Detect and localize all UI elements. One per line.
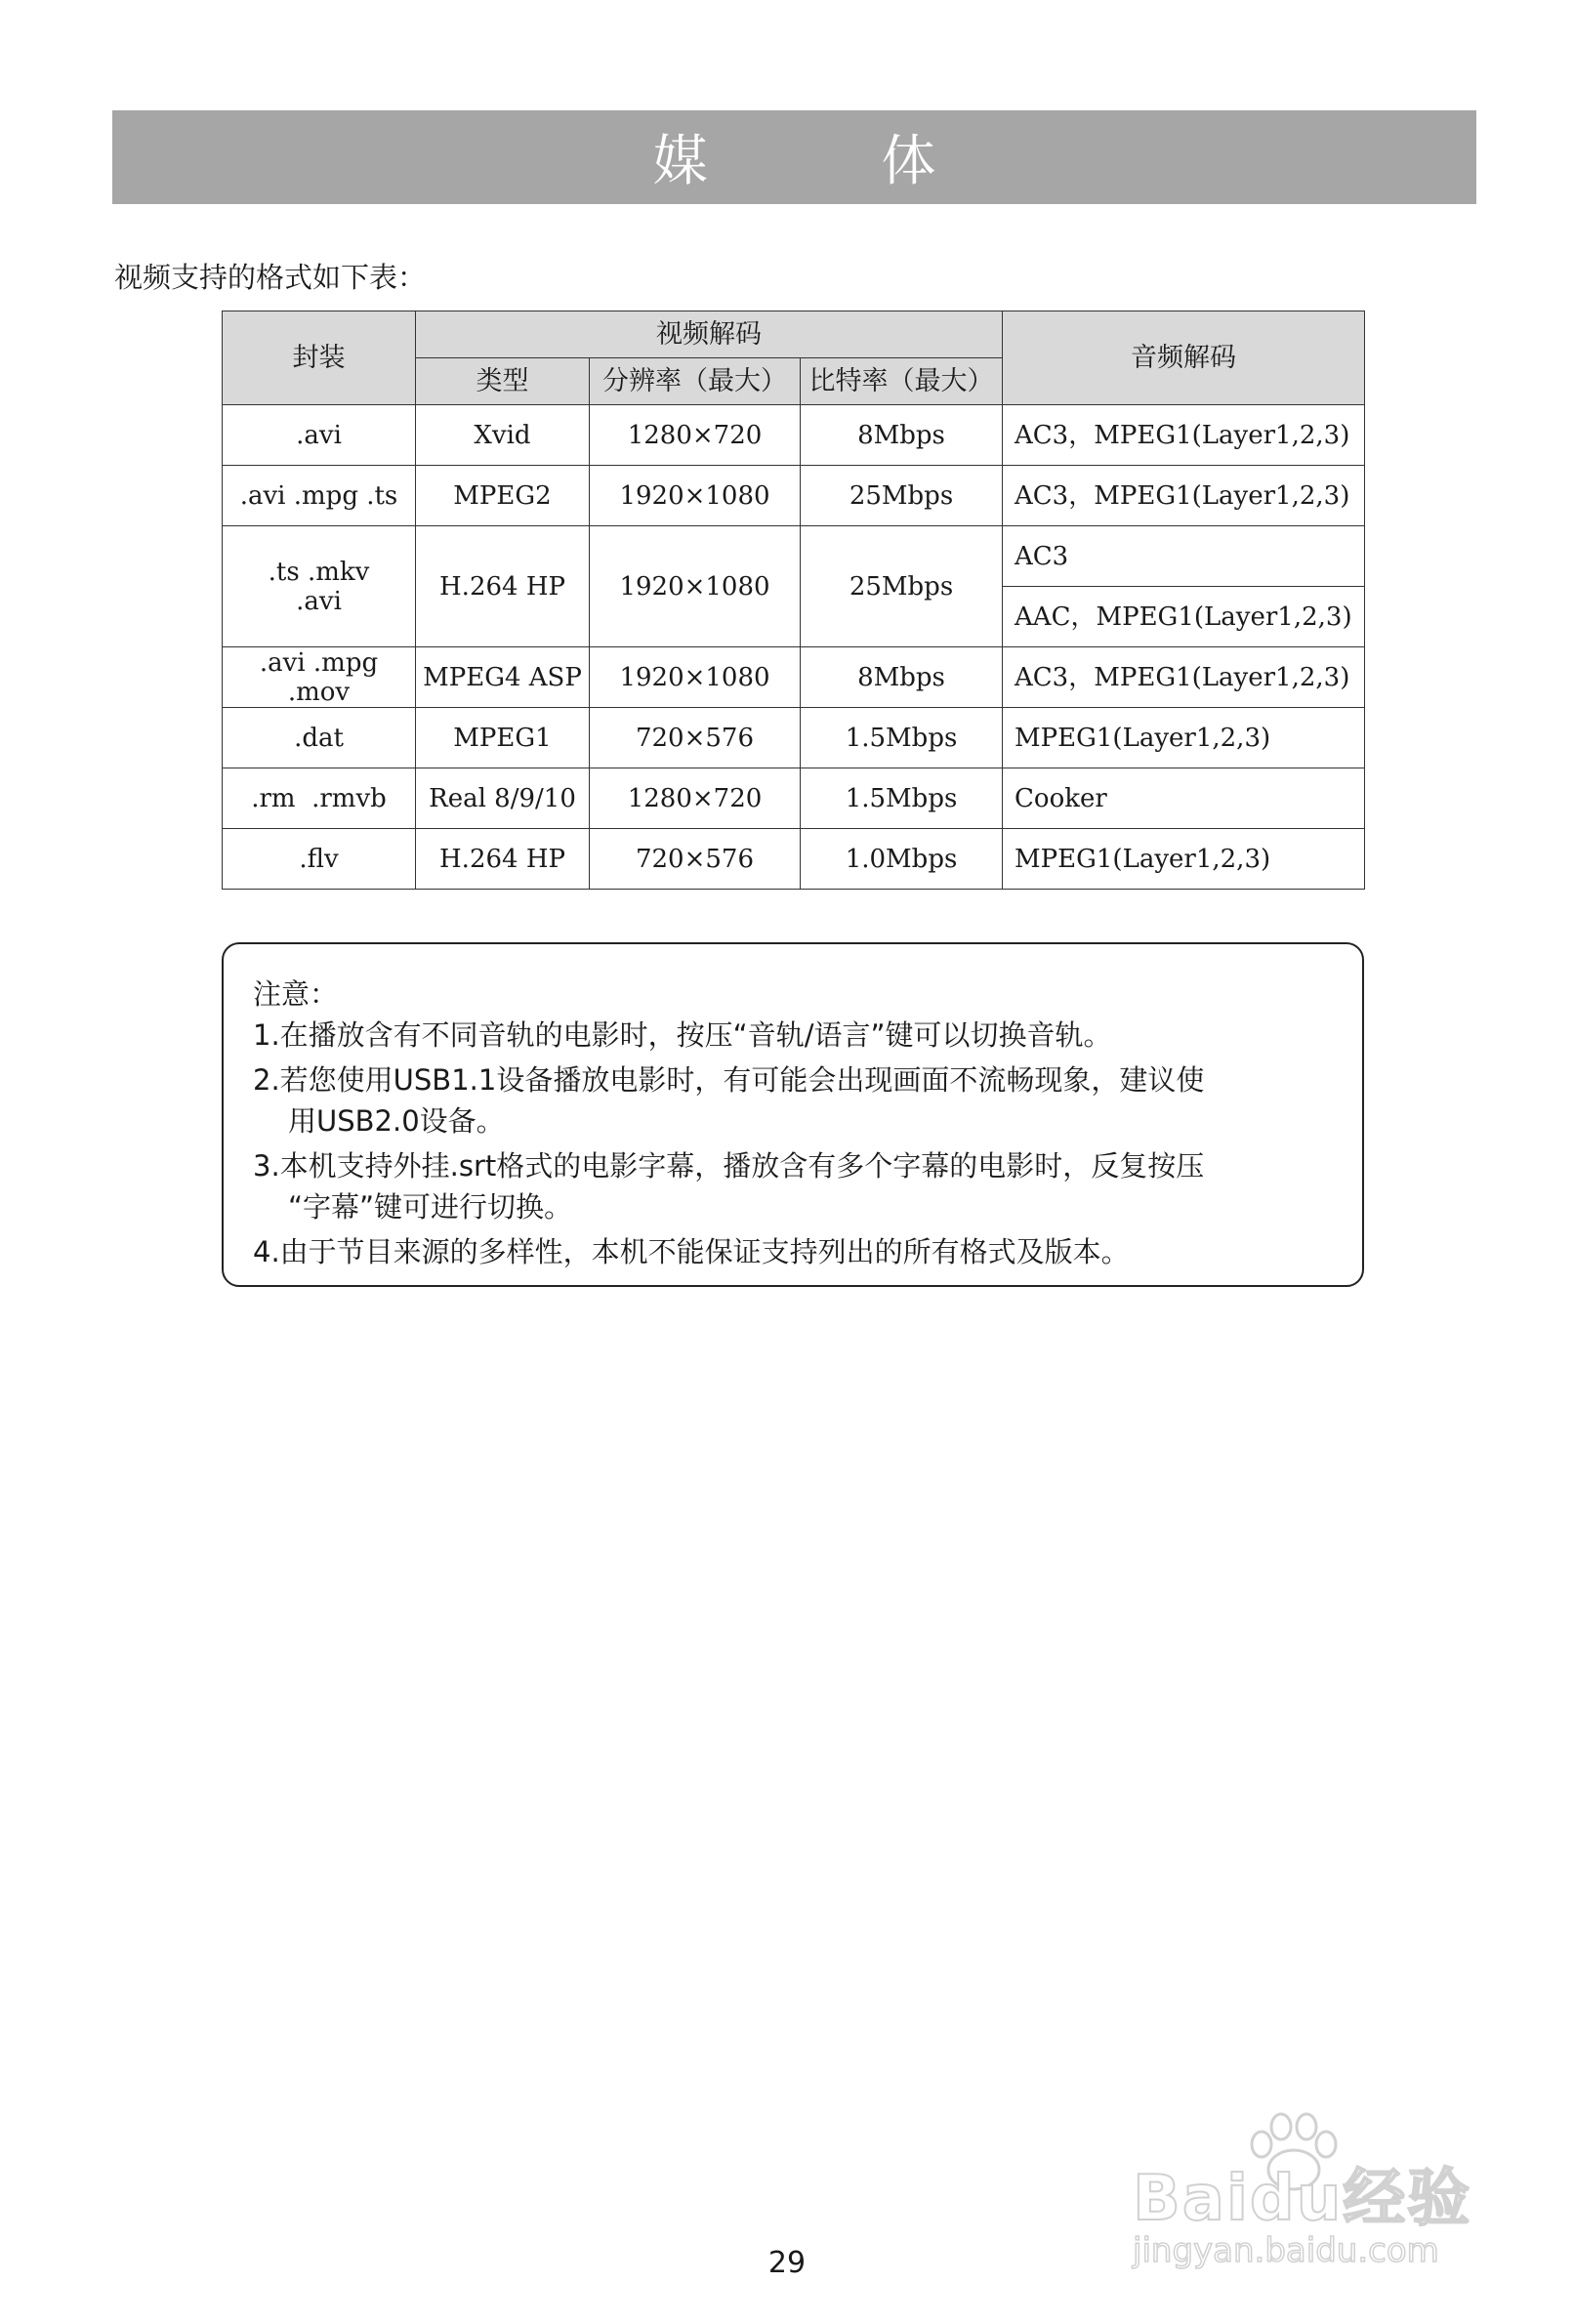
cell-bitrate: 8Mbps	[801, 405, 1003, 466]
section-title-bar	[112, 110, 1476, 204]
cell-type: Xvid	[416, 405, 590, 466]
page-title: 媒 体	[652, 130, 1015, 193]
cell-container: .avi .mpg .mov	[223, 647, 416, 708]
header-video-group: 视频解码	[416, 311, 1003, 358]
cell-resolution: 1920×1080	[590, 526, 801, 647]
table-row	[223, 526, 1365, 587]
watermark-logo-text: Baidu经验	[1133, 2163, 1472, 2235]
cell-audio: MPEG1(Layer1,2,3)	[1003, 829, 1365, 890]
cell-resolution: 1280×720	[590, 768, 801, 829]
table-row	[223, 466, 1365, 526]
cell-audio: AC3，MPEG1(Layer1,2,3)	[1003, 647, 1365, 708]
intro-text: 视频支持的格式如下表：	[114, 261, 427, 294]
cell-container: .rm .rmvb	[223, 768, 416, 829]
cell-audio: AC3	[1003, 526, 1365, 587]
table-row	[223, 768, 1365, 829]
cell-container: .flv	[223, 829, 416, 890]
header-audio: 音频解码	[1003, 311, 1365, 405]
cell-resolution: 1920×1080	[590, 466, 801, 526]
cell-bitrate: 1.5Mbps	[801, 708, 1003, 768]
cell-type: Real 8/9/10	[416, 768, 590, 829]
cell-bitrate: 25Mbps	[801, 526, 1003, 647]
table-row	[223, 405, 1365, 466]
cell-resolution: 1920×1080	[590, 647, 801, 708]
watermark-url: jingyan.baidu.com	[1133, 2231, 1439, 2270]
cell-audio: Cooker	[1003, 768, 1365, 829]
header-resolution: 分辨率（最大）	[590, 358, 801, 405]
cell-audio: AC3，MPEG1(Layer1,2,3)	[1003, 405, 1365, 466]
cell-bitrate: 25Mbps	[801, 466, 1003, 526]
cell-type: MPEG2	[416, 466, 590, 526]
cell-type: H.264 HP	[416, 829, 590, 890]
cell-resolution: 720×576	[590, 708, 801, 768]
note-item-4: 4.由于节目来源的多样性，本机不能保证支持列出的所有格式及版本。	[253, 1235, 1130, 1268]
cell-audio: MPEG1(Layer1,2,3)	[1003, 708, 1365, 768]
cell-bitrate: 1.5Mbps	[801, 768, 1003, 829]
cell-type: MPEG1	[416, 708, 590, 768]
notes-box	[222, 942, 1364, 1287]
cell-audio: AAC，MPEG1(Layer1,2,3)	[1003, 587, 1365, 647]
cell-type: H.264 HP	[416, 526, 590, 647]
header-container: 封装	[223, 311, 416, 405]
header-type: 类型	[416, 358, 590, 405]
cell-container: .avi .mpg .ts	[223, 466, 416, 526]
note-item-3: 3.本机支持外挂.srt格式的电影字幕，播放含有多个字幕的电影时，反复按压	[253, 1149, 1205, 1183]
cell-type: MPEG4 ASP	[416, 647, 590, 708]
table-row	[223, 647, 1365, 708]
note-item-3-cont: “字幕”键可进行切换。	[288, 1190, 573, 1224]
note-item-2: 2.若您使用USB1.1设备播放电影时，有可能会出现画面不流畅现象，建议使	[253, 1063, 1205, 1097]
table-row	[223, 829, 1365, 890]
formats-table	[222, 311, 1365, 890]
note-item-2-cont: 用USB2.0设备。	[288, 1104, 505, 1138]
table-row	[223, 708, 1365, 768]
page-number: 29	[767, 2246, 807, 2280]
cell-container: .avi	[223, 405, 416, 466]
header-bitrate: 比特率（最大）	[801, 358, 1003, 405]
notes-title: 注意：	[253, 977, 339, 1011]
cell-bitrate: 1.0Mbps	[801, 829, 1003, 890]
cell-bitrate: 8Mbps	[801, 647, 1003, 708]
note-item-1: 1.在播放含有不同音轨的电影时，按压“音轨/语言”键可以切换音轨。	[253, 1018, 1112, 1052]
cell-audio: AC3，MPEG1(Layer1,2,3)	[1003, 466, 1365, 526]
cell-container: .dat	[223, 708, 416, 768]
cell-resolution: 1280×720	[590, 405, 801, 466]
cell-resolution: 720×576	[590, 829, 801, 890]
cell-container: .ts .mkv .avi	[223, 526, 416, 647]
